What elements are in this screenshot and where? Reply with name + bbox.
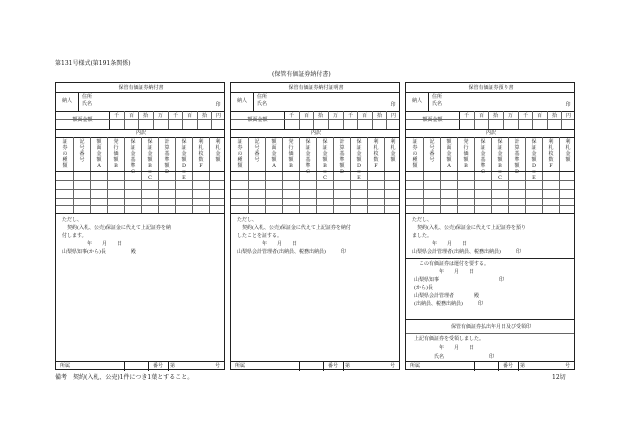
form-title: 保管有価証券納付証明書 [288, 85, 344, 91]
rule-line [406, 213, 574, 214]
rule-line [406, 258, 574, 259]
rule-line [384, 137, 385, 213]
column-header: 計算基準額D [164, 139, 170, 175]
rule-line [56, 213, 224, 214]
rule-line [248, 137, 249, 213]
column-header: 証券の種類 [412, 139, 418, 169]
body-text-line: ただし、 [62, 217, 83, 223]
name-label: 氏名 [257, 101, 268, 107]
payer-label: 納人 [411, 98, 422, 104]
name-label: 氏名 [432, 101, 443, 107]
column-header: 記号番号 [254, 139, 260, 163]
payer-label: 納人 [61, 98, 72, 104]
rule-line [56, 171, 224, 172]
column-header: 利札枚数F [198, 139, 204, 169]
serial-label: 番号 [327, 363, 338, 369]
body-text-line: 山梨県会計管理者(出納員、税務出納員) 印 [237, 249, 346, 255]
digit-header: 拾 [492, 113, 498, 119]
rule-line [107, 137, 108, 213]
digit-header: 百 [478, 113, 484, 119]
receipt-text-line: 年 月 日 [414, 345, 475, 351]
digit-header: 百 [186, 113, 192, 119]
digit-header: 百 [361, 113, 367, 119]
rule-line [350, 137, 351, 213]
rule-line [175, 137, 176, 213]
column-header: 発行価額B [288, 139, 294, 169]
digit-header: 円 [390, 113, 396, 119]
rule-line [333, 137, 334, 213]
number-prefix: 第 [345, 363, 351, 369]
address-label: 住所 [432, 94, 443, 100]
rule-line [56, 92, 224, 93]
rule-line [56, 180, 224, 181]
body-text-line: 契約(入札、公売)保証金に代えて上記証券を納付 [237, 225, 351, 231]
column-header: 保証金基準C [130, 139, 136, 175]
rule-line [56, 198, 224, 199]
seal-mark: 印 [215, 102, 221, 108]
body-text-line: 契約(入札、公売)保証金に代えて上記証券を預り [412, 225, 526, 231]
rule-line [440, 137, 441, 213]
column-header: 保証金額B×C [322, 139, 328, 181]
name-label: 氏名 [82, 101, 93, 107]
column-header: 額面金額A [96, 139, 102, 169]
dept-label: 所属 [60, 363, 71, 369]
rule-line [90, 137, 91, 213]
form-panel-1 [55, 82, 225, 370]
column-header: 証券の種類 [237, 139, 243, 169]
rule-line [124, 137, 125, 213]
breakdown-label: 内訳 [485, 130, 496, 136]
rule-line [406, 361, 574, 362]
rule-line [56, 205, 224, 206]
column-header: 保証金額D×E [356, 139, 362, 181]
digit-header: 千 [172, 113, 178, 119]
rule-line [124, 361, 125, 371]
transfer-text-line: (出納員、税務出納員) 印 [414, 301, 483, 307]
column-header: 計算基準額D [514, 139, 520, 175]
rule-line [231, 205, 399, 206]
rule-line [367, 137, 368, 213]
rule-line [231, 92, 399, 93]
transfer-text-line: 山梨県知事 印 [414, 277, 505, 283]
rule-line [56, 361, 224, 362]
column-header: 保証金額B×C [147, 139, 153, 181]
column-header: 記号番号 [79, 139, 85, 163]
body-text-line: 契約(入札、公売)保証金に代えて上記証券を納 [62, 225, 171, 231]
rule-line [231, 189, 399, 190]
column-header: 利札金額 [390, 139, 396, 163]
number-prefix: 第 [520, 363, 526, 369]
rule-line [525, 137, 526, 213]
face-amount-label: 額面金額 [422, 117, 443, 123]
rule-line [406, 111, 574, 112]
body-text-line: 年 月 日 [237, 241, 298, 247]
digit-header: 拾 [551, 113, 557, 119]
rule-line [253, 92, 254, 111]
body-text-line: ました。 [412, 233, 433, 239]
digit-header: 千 [522, 113, 528, 119]
column-header: 保証金基準C [480, 139, 486, 175]
center-caption: (保管有価証券納付書) [272, 71, 331, 78]
rule-line [56, 137, 224, 138]
body-text-line: ただし、 [412, 217, 433, 223]
digit-header: 拾 [376, 113, 382, 119]
column-header: 保証金基準C [305, 139, 311, 175]
rule-line [457, 137, 458, 213]
rule-line [542, 137, 543, 213]
seal-mark: 印 [565, 102, 571, 108]
rule-line [491, 137, 492, 213]
rule-line [299, 137, 300, 213]
rule-line [423, 137, 424, 213]
rule-line [231, 137, 399, 138]
body-text-line: したことを証する。 [237, 233, 283, 239]
column-header: 保証金額D×E [531, 139, 537, 181]
payer-label: 納人 [236, 98, 247, 104]
rule-line [168, 361, 169, 371]
digit-header: 拾 [142, 113, 148, 119]
digit-header: 百 [536, 113, 542, 119]
column-header: 保証金額B×C [497, 139, 503, 181]
rule-line [406, 198, 574, 199]
rule-line [428, 92, 429, 111]
receipt-text-line: 氏名 印 [414, 354, 495, 360]
rule-line [231, 213, 399, 214]
digit-header: 百 [128, 113, 134, 119]
column-header: 利札金額 [565, 139, 571, 163]
transfer-text-line: (から)長 [414, 285, 433, 291]
rule-line [209, 137, 210, 213]
column-header: 利札金額 [215, 139, 221, 163]
rule-line [406, 137, 574, 138]
rule-line [406, 319, 574, 320]
digit-header: 拾 [201, 113, 207, 119]
number-suffix: 号 [564, 363, 570, 369]
column-header: 額面金額A [271, 139, 277, 169]
rule-line [56, 119, 224, 120]
rule-line [141, 137, 142, 213]
rule-line [231, 180, 399, 181]
rule-line [406, 171, 574, 172]
form-title: 保管有価証券納付書 [118, 85, 164, 91]
rule-line [406, 333, 574, 334]
column-header: 証券の種類 [62, 139, 68, 169]
breakdown-label: 内訳 [310, 130, 321, 136]
digit-header: 千 [463, 113, 469, 119]
rule-line [474, 361, 475, 371]
rule-line [73, 137, 74, 213]
body-text-line: 山梨県会計管理者(出納員、税務出納員) 印 [412, 249, 521, 255]
rule-line [231, 361, 399, 362]
transfer-text-line: この有価証券は運付を要する。 [414, 261, 490, 267]
digit-header: 千 [347, 113, 353, 119]
rule-line [474, 137, 475, 213]
body-text-line: 付します。 [62, 233, 87, 239]
address-label: 住所 [82, 94, 93, 100]
rule-line [406, 180, 574, 181]
number-suffix: 号 [214, 363, 220, 369]
rule-line [78, 92, 79, 111]
address-label: 住所 [257, 94, 268, 100]
body-text-line: ただし、 [237, 217, 258, 223]
rule-line [559, 137, 560, 213]
number-suffix: 号 [389, 363, 395, 369]
page-size: 12切 [552, 374, 566, 381]
digit-header: 円 [215, 113, 221, 119]
column-header: 発行価額B [113, 139, 119, 169]
rule-line [299, 361, 300, 371]
body-text-line: 山梨県知事(から)長 殿 [62, 249, 136, 255]
body-text-line: 年 月 日 [412, 241, 468, 247]
digit-header: 万 [507, 113, 513, 119]
rule-line [316, 137, 317, 213]
receipt-title: 保管有価証券払出年月日及び受領印 [450, 324, 531, 330]
transfer-text-line: 山梨県会計管理者 殿 [414, 293, 480, 299]
dept-label: 所属 [410, 363, 421, 369]
rule-line [518, 361, 519, 371]
digit-header: 千 [113, 113, 119, 119]
breakdown-label: 内訳 [135, 130, 146, 136]
rule-line [158, 137, 159, 213]
rule-line [406, 119, 574, 120]
face-amount-label: 額面金額 [72, 117, 93, 123]
column-header: 利札枚数F [373, 139, 379, 169]
rule-line [282, 137, 283, 213]
rule-line [192, 137, 193, 213]
form-title: 保管有価証券預り書 [468, 85, 514, 91]
rule-line [406, 205, 574, 206]
column-header: 記号番号 [429, 139, 435, 163]
transfer-text-line: 年 月 日 [414, 269, 475, 275]
form-panel-2 [230, 82, 400, 370]
serial-label: 番号 [502, 363, 513, 369]
digit-header: 千 [288, 113, 294, 119]
rule-line [265, 137, 266, 213]
serial-label: 番号 [152, 363, 163, 369]
rule-line [231, 171, 399, 172]
rule-line [56, 111, 224, 112]
digit-header: 百 [303, 113, 309, 119]
body-text-line: 年 月 日 [62, 241, 123, 247]
form-number: 第131号様式(第191条関係) [55, 60, 131, 67]
form-panel-3 [405, 82, 575, 370]
digit-header: 万 [157, 113, 163, 119]
rule-line [406, 92, 574, 93]
column-header: 額面金額A [446, 139, 452, 169]
rule-line [343, 361, 344, 371]
column-header: 利札枚数F [548, 139, 554, 169]
rule-line [231, 111, 399, 112]
footer-note: 備考 契約(入札、公売)1件につき1葉とすること。 [55, 374, 194, 381]
rule-line [406, 189, 574, 190]
seal-mark: 印 [390, 102, 396, 108]
rule-line [231, 119, 399, 120]
rule-line [231, 198, 399, 199]
receipt-text-line: 上記有価証券を受領しました。 [414, 336, 485, 342]
digit-header: 万 [332, 113, 338, 119]
face-amount-label: 額面金額 [247, 117, 268, 123]
column-header: 保証金額D×E [181, 139, 187, 181]
rule-line [56, 189, 224, 190]
digit-header: 円 [565, 113, 571, 119]
column-header: 計算基準額D [339, 139, 345, 175]
digit-header: 拾 [317, 113, 323, 119]
number-prefix: 第 [170, 363, 176, 369]
dept-label: 所属 [235, 363, 246, 369]
column-header: 発行価額B [463, 139, 469, 169]
rule-line [508, 137, 509, 213]
